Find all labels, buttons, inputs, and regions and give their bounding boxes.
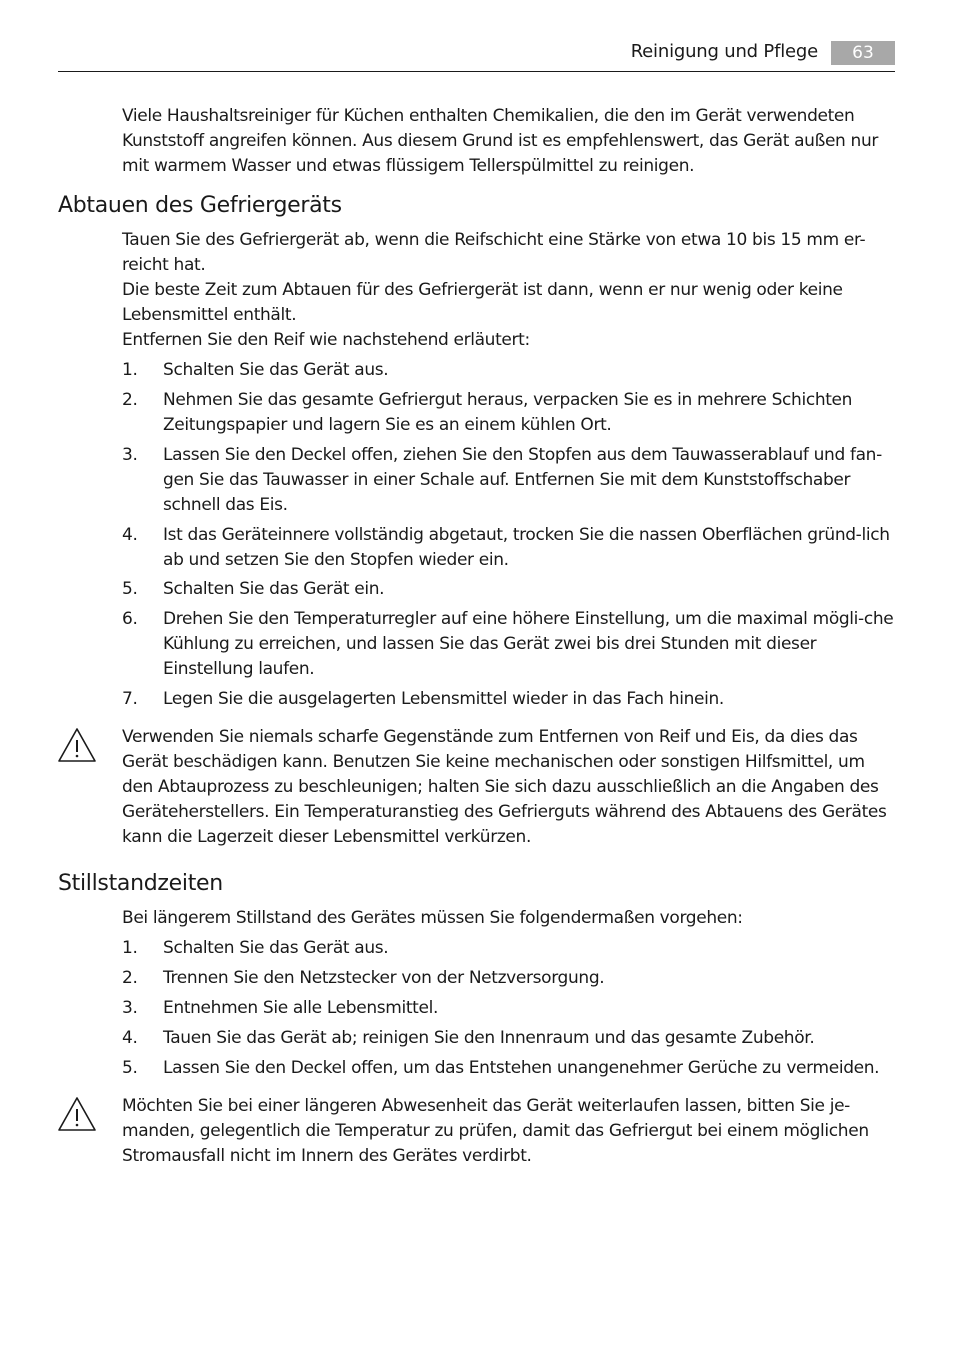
list-text: Ist das Geräteinnere vollständig abgetaut, trocken Sie die nassen Oberflächen gründ-lich ab und setzen Sie den Stopfen wieder ein. [163,525,890,570]
list-number: 3. [122,445,138,465]
list-text: Nehmen Sie das gesamte Gefriergut heraus, verpacken Sie es in mehrere Schichten Zeitungspapier und lagern Sie es an einem kühlen Ort. [163,390,853,435]
list-text: Schalten Sie das Gerät aus. [163,938,389,958]
list-number: 5. [122,579,138,599]
intro-paragraph: Viele Haushaltsreiniger für Küchen enthalten Chemikalien, die den im Gerät verwendeten Kunststoff angreifen können. Aus diesem Grund ist es empfehlenswert, das Gerät außen nur mit warmem Wasser und etwas flüssigem Tellerspülmittel zu reinigen. [122,106,879,176]
defrost-warning: Verwenden Sie niemals scharfe Gegenstände zum Entfernen von Reif und Eis, da dies das Gerät beschädigen kann. Benutzen Sie keine mechanischen oder sonstigen Hilfsmittel, um den Abtauprozess zu beschleunigen; halten Sie sich dazu ausschließlich an die Angaben des Geräteherstellers. Ein Temperaturanstieg des Gefrierguts während des Abtauens des Gerätes kann die Lagerzeit dieser Lebensmittel verkürzen. [122,727,887,847]
list-number: 1. [122,938,138,958]
list-number: 4. [122,1028,138,1048]
defrost-heading: Abtauen des Gefriergeräts [58,193,342,218]
standstill-warning: Möchten Sie bei einer längeren Abwesenheit das Gerät weiterlaufen lassen, bitten Sie je-manden, gelegentlich die Temperatur zu prüfen, damit das Gefriergut bei einem möglichen Stromausfall nicht im Innern des Gerätes verdirbt. [122,1096,869,1166]
list-item [122,523,897,573]
list-number: 4. [122,525,138,545]
list-text: Lassen Sie den Deckel offen, ziehen Sie den Stopfen aus dem Tauwasserablauf und fan-gen Sie das Tauwasser in einer Schale auf. Entfernen Sie mit dem Kunststoffschaber schnell das Eis. [163,445,882,515]
list-text: Drehen Sie den Temperaturregler auf eine höhere Einstellung, um die maximal mögli-che Kühlung zu erreichen, und lassen Sie das Gerät zwei bis drei Stunden mit dieser Einstellung laufen. [163,609,894,679]
list-item [122,996,897,1021]
list-item [122,966,897,991]
list-item [122,1056,897,1081]
list-text: Schalten Sie das Gerät ein. [163,579,385,599]
list-text: Lassen Sie den Deckel offen, um das Entstehen unangenehmer Gerüche zu vermeiden. [163,1058,880,1078]
list-item [122,358,897,383]
list-number: 6. [122,609,138,629]
list-number: 2. [122,968,138,988]
list-text: Legen Sie die ausgelagerten Lebensmittel wieder in das Fach hinein. [163,689,724,709]
list-text: Entnehmen Sie alle Lebensmittel. [163,998,439,1018]
list-number: 2. [122,390,138,410]
list-text: Trennen Sie den Netzstecker von der Netzversorgung. [163,968,605,988]
list-item [122,443,897,518]
list-number: 3. [122,998,138,1018]
standstill-intro: Bei längerem Stillstand des Gerätes müssen Sie folgendermaßen vorgehen: [122,908,743,928]
list-number: 7. [122,689,138,709]
warning-icon [57,1096,97,1132]
list-item [122,936,897,961]
list-text: Schalten Sie das Gerät aus. [163,360,389,380]
list-item [122,388,897,438]
defrost-paragraph-3: Entfernen Sie den Reif wie nachstehend erläutert: [122,330,530,350]
section-title: Reinigung und Pflege [630,41,818,62]
list-number: 5. [122,1058,138,1078]
page-number: 63 [831,41,895,65]
list-number: 1. [122,360,138,380]
defrost-paragraph-1: Tauen Sie des Gefriergerät ab, wenn die Reifschicht eine Stärke von etwa 10 bis 15 mm er-reicht hat. [122,230,866,275]
standstill-heading: Stillstandzeiten [58,871,223,896]
list-item [122,687,897,712]
list-item [122,1026,897,1051]
warning-icon [57,727,97,763]
list-item [122,577,897,602]
defrost-paragraph-2: Die beste Zeit zum Abtauen für des Gefriergerät ist dann, wenn er nur wenig oder keine Lebensmittel enthält. [122,280,843,325]
list-item [122,607,897,682]
page-header [58,38,895,72]
list-text: Tauen Sie das Gerät ab; reinigen Sie den Innenraum und das gesamte Zubehör. [163,1028,815,1048]
